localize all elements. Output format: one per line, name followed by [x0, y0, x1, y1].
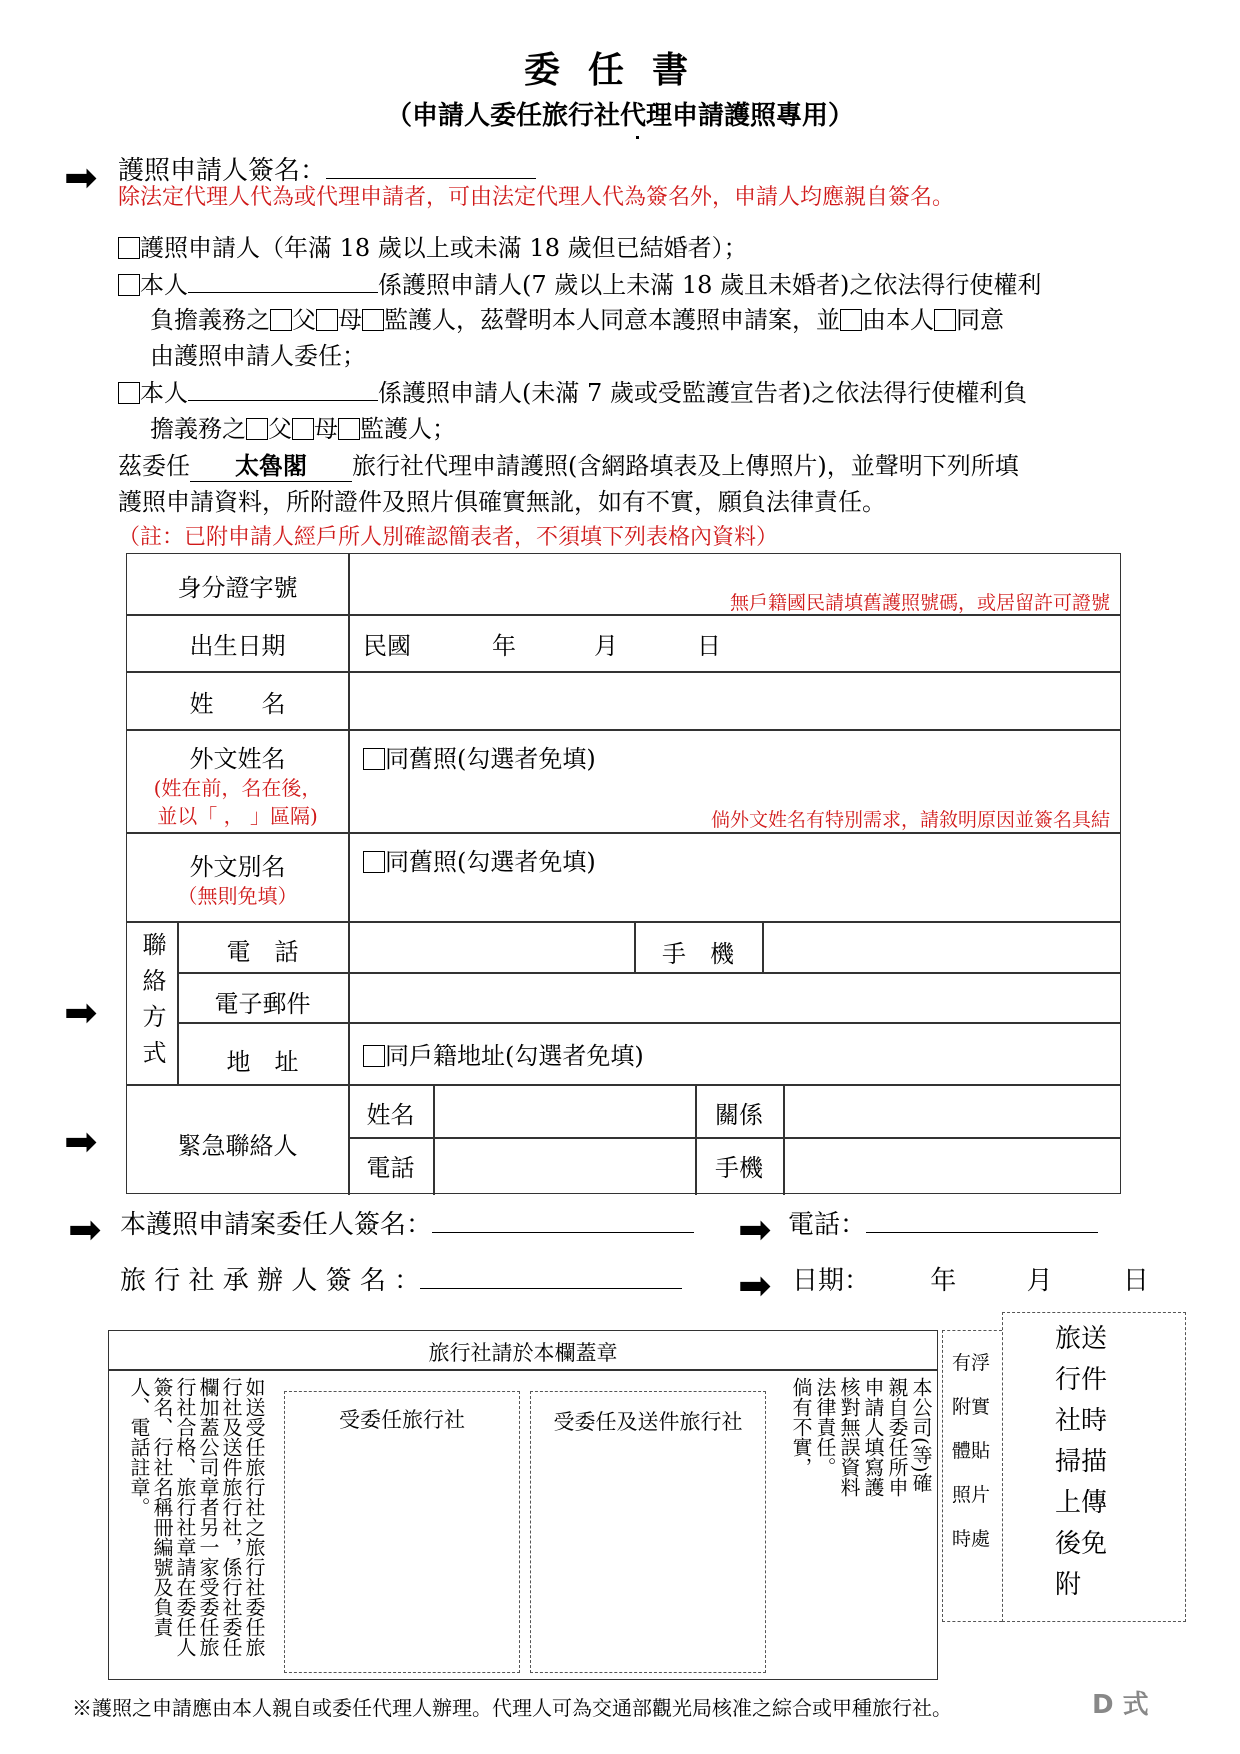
option-3-guardian-label: 監護人；: [360, 415, 456, 443]
dot: [636, 136, 639, 139]
date-day: 日: [1122, 1266, 1149, 1296]
footer-note: ※護照之申請應由本人親自或委任代理人辦理。代理人可為交通部觀光局核准之綜合或甲種旅行社。: [72, 1696, 952, 1720]
emergency-name-label: 姓名: [366, 1101, 415, 1129]
option-2-mother-label: 母: [338, 306, 362, 334]
emergency-contact-label: 緊急聯絡人: [177, 1132, 298, 1160]
stamp-right-declaration: [789, 1371, 934, 1677]
id-number-hint: 無戶籍國民請填舊護照號碼，或居留許可證號: [729, 592, 1110, 614]
name-field[interactable]: [351, 672, 1117, 728]
agency-stamp-box-label: 受委任旅行社: [339, 1408, 465, 1432]
photo-attach-area[interactable]: [942, 1330, 1002, 1622]
delivery-agency-stamp-box-label: 受委任及送件旅行社: [553, 1410, 743, 1434]
entrust-line2: 護照申請資料，所附證件及照片俱確實無訛，如有不實，願負法律責任。: [118, 488, 886, 516]
entrust-prefix: 茲委任: [118, 452, 190, 480]
foreign-name-same-label: 同舊照(勾選者免填): [385, 745, 596, 773]
photo-attach-label: [943, 1341, 999, 1561]
option-3-guardian-checkbox[interactable]: [338, 418, 360, 440]
alias-same-option: [363, 842, 596, 877]
date-year: 年: [930, 1266, 957, 1296]
page-subtitle: （申請人委任旅行社代理申請護照專用）: [385, 101, 854, 131]
option-2-name-field[interactable]: [188, 292, 378, 293]
option-2-self-checkbox[interactable]: [840, 309, 862, 331]
option-2-guardian-checkbox[interactable]: [362, 309, 384, 331]
arrow-icon: ➡: [64, 990, 98, 1036]
upload-label-line: 上傳: [1055, 1488, 1108, 1518]
declaration-column: 親自委任所申: [885, 1377, 909, 1497]
stamp-header: 旅行社請於本欄蓋章: [428, 1341, 618, 1365]
option-2-checkbox[interactable]: [118, 274, 140, 296]
option-2-text: 係護照申請人(7 歲以上未滿 18 歲且未婚者)之依法得行使權利: [378, 271, 1042, 299]
arrow-icon: ➡: [64, 1119, 98, 1165]
alias-same-label: 同舊照(勾選者免填): [385, 848, 596, 876]
upload-label-line: 後免: [1055, 1529, 1108, 1559]
agency-signature-field[interactable]: [420, 1288, 682, 1289]
foreign-name-same-checkbox[interactable]: [363, 748, 385, 770]
option-2-father-checkbox[interactable]: [270, 309, 292, 331]
arrow-icon: ➡: [738, 1207, 772, 1253]
photo-label-line: 有浮: [951, 1352, 990, 1374]
id-number-field[interactable]: [351, 554, 1117, 614]
agency-signature-label: 旅 行 社 承 辦 人 簽 名 ：: [120, 1266, 421, 1296]
upload-label-line: 社時: [1055, 1406, 1108, 1436]
photo-label-line: 照片: [951, 1484, 990, 1506]
option-2-guardian-label: 監護人，茲聲明本人同意本護照申請案，並: [384, 306, 840, 334]
principal-phone-label: 電話：: [788, 1210, 867, 1240]
address-label: 地 址: [226, 1048, 299, 1076]
option-3-mother-label: 母: [314, 415, 338, 443]
option-3-duty: 擔義務之: [150, 415, 246, 443]
alias-same-checkbox[interactable]: [363, 851, 385, 873]
id-number-label: 身分證字號: [177, 574, 298, 602]
principal-signature-label: 本護照申請案委任人簽名：: [120, 1210, 433, 1240]
agency-stamp-box[interactable]: [284, 1391, 520, 1673]
foreign-name-same-option: [363, 739, 596, 774]
option-3-father-checkbox[interactable]: [246, 418, 268, 440]
birthdate-day: 日: [697, 632, 721, 660]
option-2-agree-checkbox[interactable]: [934, 309, 956, 331]
option-1: [118, 228, 748, 263]
entrust-suffix: 旅行社代理申請護照(含網路填表及上傳照片)，並聲明下列所填: [352, 452, 1019, 480]
principal-phone-field[interactable]: [866, 1232, 1098, 1233]
option-3-text: 係護照申請人(未滿 7 歲或受監護宣告者)之依法得行使權利負: [378, 379, 1028, 407]
arrow-icon: ➡: [738, 1263, 772, 1309]
option-3-line2: [150, 409, 456, 444]
principal-signature-field[interactable]: [432, 1232, 694, 1233]
option-3-line1: [118, 373, 1027, 408]
photo-label-line: 時處: [951, 1528, 990, 1550]
option-2-prefix: 本人: [140, 271, 188, 299]
foreign-name-note-1: (姓在前，名在後，: [153, 776, 322, 800]
emergency-relation-label: 關係: [715, 1101, 763, 1129]
address-same-label: 同戶籍地址(勾選者免填): [385, 1042, 644, 1070]
form-code: D 式: [1092, 1690, 1149, 1720]
birthdate-label: 出生日期: [189, 632, 286, 660]
arrow-icon: ➡: [64, 155, 98, 201]
principal-phone-row: [788, 1204, 1098, 1241]
option-3-mother-checkbox[interactable]: [292, 418, 314, 440]
option-2-self-label: 由本人: [862, 306, 934, 334]
emergency-phone-label: 電話: [366, 1154, 415, 1182]
option-3-father-label: 父: [268, 415, 292, 443]
option-2-mother-checkbox[interactable]: [316, 309, 338, 331]
birthdate-era: 民國: [363, 632, 411, 660]
phone-label: 電 話: [226, 938, 299, 966]
date-label: 日期：: [792, 1266, 871, 1296]
applicant-data-table: [126, 553, 1121, 1194]
photo-label-line: 附實: [951, 1396, 990, 1418]
option-3-name-field[interactable]: [188, 400, 378, 401]
declaration-column: 本公司(等)確: [909, 1377, 933, 1493]
agency-name-field[interactable]: 太魯閣: [190, 446, 352, 482]
date-month: 月: [1026, 1266, 1053, 1296]
applicant-signature-label: 護照申請人簽名：: [118, 156, 327, 186]
upload-label-line: 附: [1055, 1570, 1082, 1600]
entrust-line1: [118, 446, 1019, 482]
birthdate-year: 年: [492, 632, 516, 660]
foreign-name-hint: 倘外文姓名有特別需求，請敘明原因並簽名具結: [710, 809, 1110, 831]
upload-label-line: 旅送: [1055, 1324, 1108, 1354]
option-2-line1: [118, 265, 1041, 300]
upload-label-line: 行件: [1055, 1365, 1108, 1395]
delivery-agency-stamp-box[interactable]: [530, 1391, 766, 1673]
applicant-signature-field[interactable]: [326, 178, 536, 179]
signature-note: 除法定代理人代為或代理申請者，可由法定代理人代為簽名外，申請人均應親自簽名。: [118, 185, 955, 210]
contact-label: 聯絡方式: [138, 932, 166, 1076]
foreign-name-label: 外文姓名: [189, 745, 286, 773]
foreign-name-note-2: 並以「 ， 」區隔): [157, 804, 318, 828]
photo-label-line: 體貼: [951, 1440, 990, 1462]
option-2-line2: [150, 300, 1004, 335]
page-title: 委任書: [523, 49, 716, 91]
declaration-column: 法律責任。: [813, 1377, 837, 1477]
option-2-duty: 負擔義務之: [150, 306, 270, 334]
stamp-left-text: 如送受任旅行社之旅行社委任旅行社及送件旅行社，係行社委任欄加蓋公司章者另一家受委任旅行社合格、旅行社章請在委任人簽名、行社名稱冊編號及負責人、電話註章。: [127, 1377, 266, 1657]
alias-label: 外文別名: [189, 853, 286, 881]
option-2-agree-label: 同意: [956, 306, 1004, 334]
emergency-mobile-label: 手機: [715, 1154, 763, 1182]
address-same-checkbox[interactable]: [363, 1045, 385, 1067]
email-label: 電子郵件: [214, 990, 311, 1018]
agency-stamp-section: [108, 1330, 938, 1680]
declaration-column: 申請人填寫護: [861, 1377, 885, 1497]
option-2-line3: 由護照申請人委任；: [150, 342, 366, 370]
name-label: 姓 名: [189, 690, 286, 718]
upload-label-line: 掃描: [1055, 1447, 1108, 1477]
option-1-text: 護照申請人（年滿 18 歲以上或未滿 18 歲但已結婚者）；: [140, 234, 748, 262]
alias-note: （無則免填）: [177, 884, 298, 908]
arrow-icon: ➡: [68, 1207, 102, 1253]
entrust-note: （註：已附申請人經戶所人別確認簡表者，不須填下列表格內資料）: [118, 525, 779, 550]
declaration-column: 核對無誤資料: [837, 1377, 861, 1497]
option-2-father-label: 父: [292, 306, 316, 334]
declaration-column: 倘有不實，: [789, 1377, 813, 1477]
principal-signature-row: [120, 1204, 694, 1241]
scan-upload-area[interactable]: [1002, 1312, 1186, 1622]
option-3-prefix: 本人: [140, 379, 188, 407]
option-3-checkbox[interactable]: [118, 382, 140, 404]
stamp-left-instructions: [109, 1371, 269, 1677]
date-row: [792, 1260, 1149, 1297]
mobile-label: 手 機: [662, 940, 734, 968]
address-same-option: [363, 1036, 644, 1071]
birthdate-month: 月: [594, 632, 618, 660]
option-1-checkbox[interactable]: [118, 237, 140, 259]
agency-signature-row: [120, 1260, 682, 1297]
